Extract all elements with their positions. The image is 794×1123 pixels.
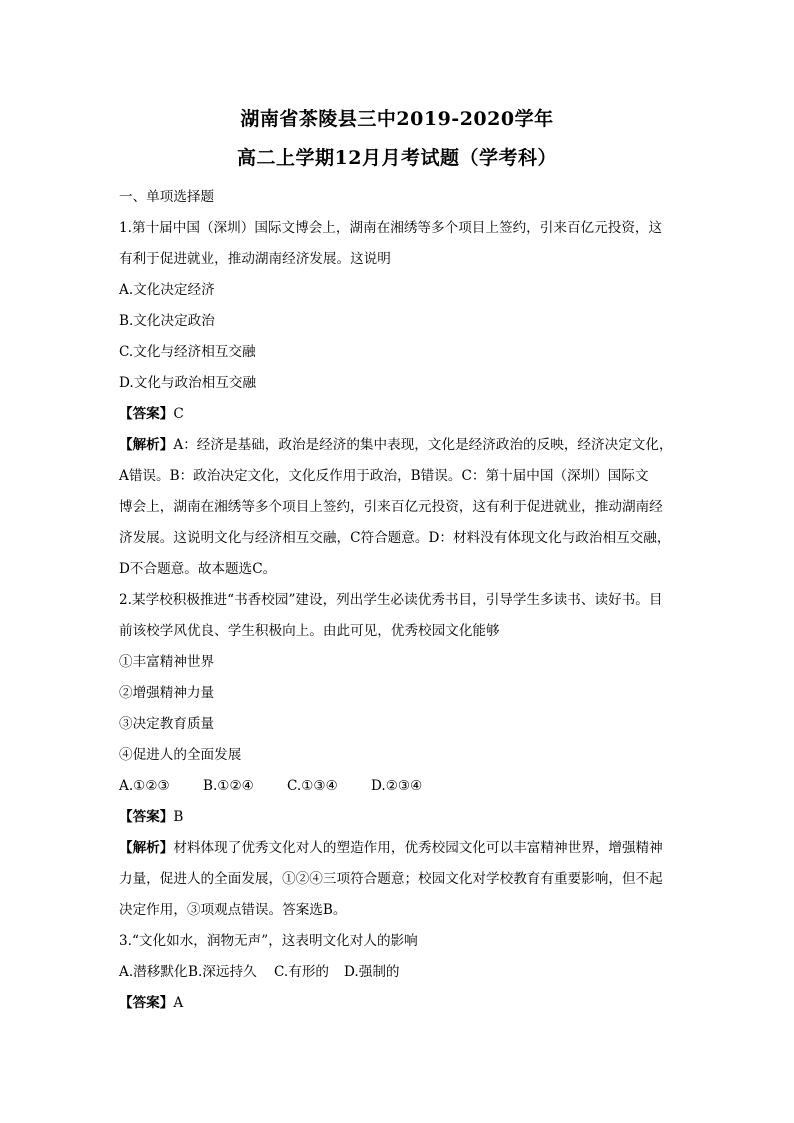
q2-item-2: ②增强精神力量 <box>119 685 215 701</box>
q2-answer-line <box>119 802 679 833</box>
q3-answer-line <box>119 988 679 1019</box>
q2-analysis-line2: 力量，促进人的全面发展，①②④三项符合题意；校园文化对学校教育有重要影响，但不起 <box>119 871 663 887</box>
q3-options-row <box>119 957 679 988</box>
q2-item-3: ③决定教育质量 <box>119 716 215 732</box>
q1-option-d: D.文化与政治相互交融 <box>119 375 257 391</box>
q3-option-d: D.强制的 <box>344 964 400 980</box>
document-body <box>119 182 679 1019</box>
q2-options-row <box>119 771 679 802</box>
q1-analysis-text1: A：经济是基础，政治是经济的集中表现，文化是经济政治的反映，经济决定文化， <box>173 437 673 453</box>
q2-item-4: ④促进人的全面发展 <box>119 747 242 763</box>
q1-answer-line <box>119 399 679 430</box>
q2-analysis-tag: 【解析】 <box>119 840 174 856</box>
q3-answer-value: A <box>173 995 184 1011</box>
document-title-line2: 高二上学期12月月考试题（学考科） <box>237 147 557 169</box>
q3-option-a: A.潜移默化 <box>119 964 188 980</box>
q1-answer-tag: 【答案】 <box>119 406 174 422</box>
q1-stem-line2: 有利于促进就业，推动湖南经济发展。这说明 <box>119 251 391 267</box>
q3-answer-tag: 【答案】 <box>119 995 174 1011</box>
q1-answer-value: C <box>173 406 184 422</box>
q2-option-a: A.①②③ <box>119 778 170 794</box>
q2-stem-line1: 2.某学校积极推进“书香校园”建设，列出学生必读优秀书目，引导学生多读书、读好书。目 <box>119 592 663 608</box>
q1-analysis-tag: 【解析】 <box>119 437 174 453</box>
section-heading: 一、单项选择题 <box>119 189 215 205</box>
q1-analysis-line5: D不合题意。故本题选C。 <box>119 561 277 577</box>
q1-analysis-line3: 博会上，湖南在湘绣等多个项目上签约，引来百亿元投资，这有利于促进就业，推动湖南经 <box>119 499 663 515</box>
document-title-line1: 湖南省茶陵县三中2019-2020学年 <box>240 108 554 130</box>
q2-analysis-line1 <box>119 833 679 864</box>
q1-option-b: B.文化决定政治 <box>119 313 215 329</box>
q2-stem-line2: 前该校学风优良、学生积极向上。由此可见，优秀校园文化能够 <box>119 623 500 639</box>
q1-analysis-line2: A错误。B：政治决定文化，文化反作用于政治，B错误。C：第十届中国（深圳）国际文 <box>119 468 649 484</box>
q2-option-b: B.①②④ <box>203 778 254 794</box>
q3-option-c: C.有形的 <box>274 964 330 980</box>
q1-option-c: C.文化与经济相互交融 <box>119 344 256 360</box>
q2-analysis-text1: 材料体现了优秀文化对人的塑造作用，优秀校园文化可以丰富精神世界，增强精神 <box>173 840 663 856</box>
q3-option-b: B.深远持久 <box>188 964 257 980</box>
q1-analysis-line4: 济发展。这说明文化与经济相互交融，C符合题意。D：材料没有体现文化与政治相互交融， <box>119 530 671 546</box>
q2-analysis-line3: 决定作用，③项观点错误。答案选B。 <box>119 902 347 918</box>
q1-option-a: A.文化决定经济 <box>119 282 215 298</box>
q2-answer-tag: 【答案】 <box>119 809 174 825</box>
q1-stem-line1: 1.第十届中国（深圳）国际文博会上，湖南在湘绣等多个项目上签约，引来百亿元投资，这 <box>119 220 663 236</box>
q2-option-c: C.①③④ <box>287 778 338 794</box>
q3-stem-line1: 3.“文化如水，润物无声”，这表明文化对人的影响 <box>119 933 418 949</box>
q2-answer-value: B <box>173 809 184 825</box>
q2-item-1: ①丰富精神世界 <box>119 654 215 670</box>
q1-analysis-line1 <box>119 430 679 461</box>
q2-option-d: D.②③④ <box>371 778 423 794</box>
